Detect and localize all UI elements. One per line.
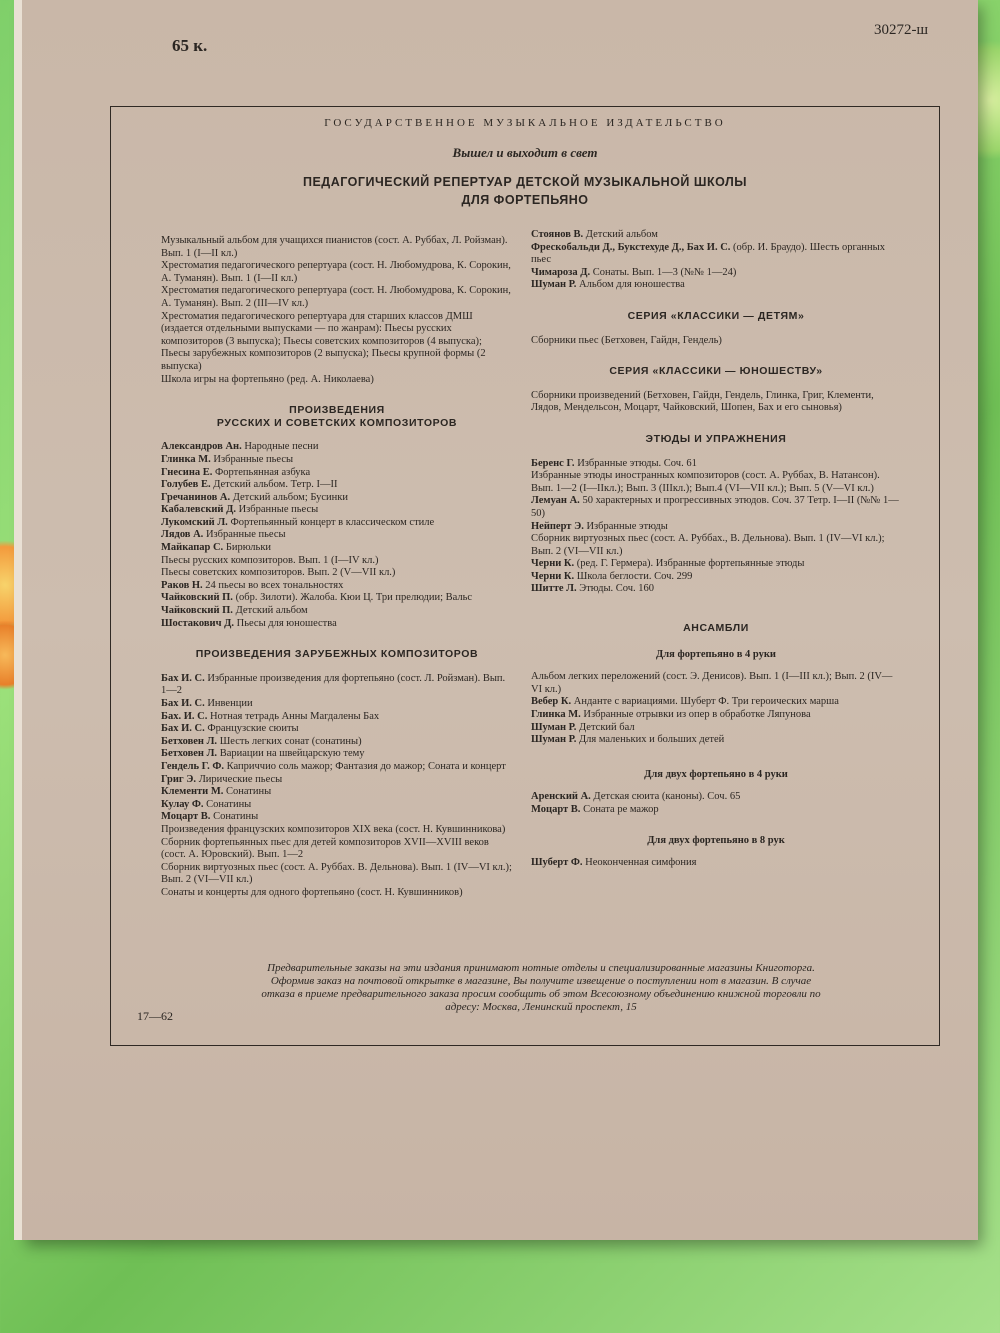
publisher: ГОСУДАРСТВЕННОЕ МУЗЫКАЛЬНОЕ ИЗДАТЕЛЬСТВО <box>324 117 726 129</box>
list-item <box>531 696 901 709</box>
composer-name: Лядов А. <box>161 529 204 541</box>
title-line: ПЕДАГОГИЧЕСКИЙ РЕПЕРТУАР ДЕТСКОЙ МУЗЫКАЛЬНОЙ ШКОЛЫ <box>302 175 748 189</box>
work-title: Сонаты и концерты для одного фортепьяно (сост. Н. Кувшинников) <box>161 886 463 898</box>
list-item <box>161 887 513 900</box>
composer-name: Бах. И. С. <box>161 710 208 722</box>
list-item <box>161 837 513 862</box>
list-item <box>161 492 513 505</box>
list-item <box>161 517 513 530</box>
work-title: Избранные этюды иностранных композиторов (сост. А. Руббах, В. Натансон). Вып. 1—2 (I—IIкл.); Вып. 3 (IIIкл.); Вып.4 (VI—VII кл.); Вып. 5 (V—VI кл.) <box>531 470 880 494</box>
composer-name: Шуман Р. <box>531 734 577 746</box>
four-hands-list <box>531 671 901 747</box>
work-title: Избранные пьесы <box>205 529 286 541</box>
subsection-heading: Для двух фортепьяно в 4 руки <box>644 768 788 780</box>
composer-name: Майкапар С. <box>161 542 224 554</box>
section-heading: АНСАМБЛИ <box>683 622 749 635</box>
work-title: Шесть легких сонат (сонатины) <box>219 735 362 747</box>
work-title: (ред. Г. Гермера). Избранные фортепьянные этюды <box>576 558 805 570</box>
list-item <box>531 804 901 817</box>
list-item <box>161 542 513 555</box>
composer-name: Чайковский П. <box>161 605 233 617</box>
list-item <box>161 862 513 887</box>
work-title: Сборник виртуозных пьес (сост. А. Руббах., В. Дельнова). Вып. 1 (IV—VI кл.); Вып. 2 (VI—VII кл.) <box>531 533 885 557</box>
composer-name: Клементи М. <box>161 786 224 798</box>
list-item <box>531 458 901 471</box>
composer-name: Лукомский Л. <box>161 516 228 528</box>
list-item <box>161 698 513 711</box>
catalog-frame <box>110 106 940 1046</box>
list-item <box>161 711 513 724</box>
work-title: Избранные отрывки из опер в обработке Ляпунова <box>583 709 811 721</box>
composer-name: Гнесина Е. <box>161 466 213 478</box>
work-title: Неоконченная симфония <box>585 857 697 869</box>
work-title: Каприччио соль мажор; Фантазия до мажор; Соната и концерт <box>226 760 506 772</box>
list-item <box>531 722 901 735</box>
composer-name: Бах И. С. <box>161 698 205 709</box>
subsection-heading: Для двух фортепьяно в 8 рук <box>647 834 785 846</box>
left-column <box>161 235 513 900</box>
list-item <box>161 529 513 542</box>
list-item <box>531 470 901 495</box>
work-title: Вариации на швейцарскую тему <box>219 748 365 760</box>
work-title: Пьесы для юношества <box>236 617 337 629</box>
composer-name: Голубев Е. <box>161 479 211 491</box>
work-title: Произведения французских композиторов XIX века (сост. Н. Кувшинникова) <box>161 823 506 835</box>
list-item: Хрестоматия педагогического репертуара (сост. Н. Любомудрова, К. Сорокин, А. Туманян). Вып. 1 (I—II кл.) <box>161 260 511 284</box>
composer-name: Чайковский П. <box>161 592 233 604</box>
list-item <box>161 799 513 812</box>
work-title: Пьесы советских композиторов. Вып. 2 (V—VII кл.) <box>161 567 396 579</box>
work-title: Избранные произведения для фортепьяно (сост. Л. Ройзман). Вып. 1—2 <box>161 672 506 697</box>
list-item <box>161 479 513 492</box>
composer-name: Глинка М. <box>531 709 581 721</box>
title-line: ДЛЯ ФОРТЕПЬЯНО <box>461 193 589 207</box>
list-item <box>161 605 513 618</box>
catalog-page <box>22 0 978 1240</box>
list-item <box>161 467 513 480</box>
list-item: Хрестоматия педагогического репертуара для старших классов ДМШ (издается отдельными выпусками — по жанрам): Пьесы русских композиторов (3 выпуска); Пьесы советских композиторов (4 выпуска); Пьесы зарубежных композиторов (2 выпуска); Пьесы крупной формы (2 выпуска) <box>161 310 486 372</box>
composer-name: Нейперт Э. <box>531 520 584 532</box>
composer-name: Фрескобальди Д., Букстехуде Д., Бах И. С. <box>531 241 731 253</box>
composer-name: Шуман Р. <box>531 279 577 291</box>
russian-composers-list <box>161 441 513 630</box>
work-title: Фортепьянная азбука <box>215 466 311 478</box>
composer-name: Лемуан А. <box>531 495 580 507</box>
work-title: Альбом для юношества <box>579 279 685 291</box>
work-title: Фортепьянный концерт в классическом стиле <box>230 516 435 528</box>
composer-name: Стоянов В. <box>531 229 584 240</box>
top-list <box>531 229 901 292</box>
composer-name: Кабалевский Д. <box>161 504 236 516</box>
list-item: Школа игры на фортепьяно (ред. А. Николаева) <box>161 373 374 385</box>
composer-name: Бах И. С. <box>161 672 205 684</box>
heading-line: РУССКИХ И СОВЕТСКИХ КОМПОЗИТОРОВ <box>216 416 458 429</box>
list-item <box>531 495 901 520</box>
work-title: Сонатины <box>206 798 252 810</box>
list-item: Хрестоматия педагогического репертуара (сост. Н. Любомудрова, К. Сорокин, А. Туманян). Вып. 2 (III—IV кл.) <box>161 285 511 309</box>
work-title: Для маленьких и больших детей <box>579 734 725 746</box>
composer-name: Аренский А. <box>531 791 591 803</box>
composer-name: Раков Н. <box>161 579 203 591</box>
page-title <box>111 173 939 209</box>
list-item <box>161 811 513 824</box>
list-item <box>531 229 901 242</box>
composer-name: Беренс Г. <box>531 457 575 469</box>
list-item <box>161 567 513 580</box>
work-title: Школа беглости. Соч. 299 <box>576 570 693 582</box>
list-item <box>161 748 513 761</box>
work-title: Бирюльки <box>225 542 272 554</box>
list-item <box>161 673 513 698</box>
work-title: Детский альбом. Тетр. I—II <box>213 479 338 491</box>
work-title: Сонатины <box>226 786 272 798</box>
composer-name: Гречанинов А. <box>161 491 231 503</box>
composer-name: Вебер К. <box>531 696 572 708</box>
section-heading: СЕРИЯ «КЛАССИКИ — ЮНОШЕСТВУ» <box>609 365 823 378</box>
work-title: Детский бал <box>579 721 635 733</box>
price: 65 к. <box>172 36 208 55</box>
list-item: Сборники произведений (Бетховен, Гайдн, Гендель, Глинка, Григ, Клементи, Лядов, Мендельсон, Моцарт, Чайковский, Шопен, Бах и его сыновья) <box>531 389 874 414</box>
two-pianos-eight-hands-list <box>531 857 901 870</box>
work-title: Детский альбом <box>585 229 658 240</box>
section-heading: СЕРИЯ «КЛАССИКИ — ДЕТЯМ» <box>627 309 805 322</box>
section-heading <box>161 404 513 429</box>
list-item <box>531 279 901 292</box>
work-title: Лирические пьесы <box>198 773 283 785</box>
composer-name: Шостакович Д. <box>161 617 234 629</box>
composer-name: Гендель Г. Ф. <box>161 760 225 772</box>
work-title: Детская сюита (каноны). Соч. 65 <box>593 791 741 803</box>
list-item <box>161 580 513 593</box>
list-item <box>161 723 513 736</box>
composer-name: Шуман Р. <box>531 721 577 733</box>
work-title: Избранные пьесы <box>238 504 319 516</box>
list-item <box>161 824 513 837</box>
work-title: Детский альбом <box>235 605 308 617</box>
work-title: Инвенции <box>207 698 253 709</box>
list-item <box>531 791 901 804</box>
composer-name: Александров Ан. <box>161 441 242 453</box>
work-title: Избранные пьесы <box>213 453 294 465</box>
right-column <box>531 229 901 870</box>
order-note: Предварительные заказы на эти издания принимают нотные отделы и специализированные магазины Книготорга. Оформив заказ на почтовой открытке в магазине, Вы получите извещение о поступлении нот в магазин. В случае отказа в приеме предварительного заказа просим сообщить об этом Всесоюзному объединению книжной торговли по адресу: Москва, Ленинский проспект, 15 <box>261 962 821 1013</box>
work-title: Сонаты. Вып. 1—3 (№№ 1—24) <box>592 266 737 278</box>
subsection-heading: Для фортепьяно в 4 руки <box>656 648 776 660</box>
list-item <box>161 555 513 568</box>
work-title: Этюды. Соч. 160 <box>579 583 655 595</box>
list-item <box>161 441 513 454</box>
list-item <box>531 558 901 571</box>
catalog-code: 30272-ш <box>873 22 928 38</box>
work-title: Избранные этюды. Соч. 61 <box>577 457 697 469</box>
list-item <box>161 761 513 774</box>
composer-name: Кулау Ф. <box>161 798 204 810</box>
composer-name: Шитте Л. <box>531 583 577 595</box>
list-item <box>531 267 901 280</box>
section-heading: ЭТЮДЫ И УПРАЖНЕНИЯ <box>645 432 787 445</box>
work-title: Детский альбом; Бусинки <box>232 491 348 503</box>
list-item <box>531 857 901 870</box>
work-title: Пьесы русских композиторов. Вып. 1 (I—IV кл.) <box>161 554 379 566</box>
list-item <box>531 242 901 267</box>
work-title: (обр. И. Браудо). Шесть органных пьес <box>531 241 885 266</box>
intro-list <box>161 235 513 386</box>
work-title: Избранные этюды <box>586 520 668 532</box>
list-item: Музыкальный альбом для учащихся пианистов (сост. А. Руббах, Л. Ройзман). Вып. 1 (I—II кл.) <box>161 235 508 259</box>
list-item <box>531 734 901 747</box>
composer-name: Черни К. <box>531 570 575 582</box>
composer-name: Чимароза Д. <box>531 266 591 278</box>
work-title: Анданте с вариациями. Шуберт Ф. Три героических марша <box>573 696 839 708</box>
list-item <box>161 504 513 517</box>
list-item <box>531 709 901 722</box>
list-item <box>161 736 513 749</box>
heading-line: ПРОИЗВЕДЕНИЯ <box>289 404 385 417</box>
composer-name: Бетховен Л. <box>161 748 218 760</box>
list-item <box>531 583 901 596</box>
foreign-composers-list <box>161 673 513 900</box>
list-item <box>531 521 901 534</box>
work-title: Народные песни <box>244 441 319 453</box>
composer-name: Моцарт В. <box>161 811 211 823</box>
page-edge <box>14 0 22 1240</box>
list-item: Сборники пьес (Бетховен, Гайдн, Гендель) <box>531 334 722 346</box>
print-number: 17—62 <box>137 1009 173 1023</box>
list-item <box>161 774 513 787</box>
etudes-list <box>531 458 901 597</box>
work-title: Сборник фортепьянных пьес для детей композиторов XVII—XVIII веков (сост. А. Юровский). Вып. 1—2 <box>161 836 489 861</box>
work-title: Нотная тетрадь Анны Магдалены Бах <box>209 710 380 722</box>
work-title: Соната ре мажор <box>583 804 659 815</box>
list-item <box>531 571 901 584</box>
list-item <box>161 592 513 605</box>
work-title: Сонатины <box>213 811 259 823</box>
work-title: Альбом легких переложений (сост. Э. Денисов). Вып. 1 (I—III кл.); Вып. 2 (IV—VI кл.) <box>531 671 893 695</box>
work-title: Сборник виртуозных пьес (сост. А. Руббах. В. Дельнова). Вып. 1 (IV—VI кл.); Вып. 2 (VI—VII кл.) <box>161 861 512 886</box>
list-item <box>161 454 513 467</box>
two-pianos-four-hands-list <box>531 791 901 816</box>
composer-name: Глинка М. <box>161 453 211 465</box>
composer-name: Бах И. С. <box>161 723 205 735</box>
work-title: 24 пьесы во всех тональностях <box>205 579 344 591</box>
composer-name: Моцарт В. <box>531 804 581 815</box>
composer-name: Бетховен Л. <box>161 735 218 747</box>
list-item <box>161 618 513 631</box>
list-item <box>531 533 901 558</box>
work-title: (обр. Зилоти). Жалоба. Кюи Ц. Три прелюдии; Вальс <box>235 592 473 604</box>
work-title: Французские сюиты <box>207 723 299 735</box>
subtitle: Вышел и выходит в свет <box>452 145 598 160</box>
list-item <box>161 786 513 799</box>
composer-name: Черни К. <box>531 558 575 570</box>
work-title: 50 характерных и прогрессивных этюдов. Соч. 37 Тетр. I—II (№№ 1—50) <box>531 495 899 519</box>
section-heading: ПРОИЗВЕДЕНИЯ ЗАРУБЕЖНЫХ КОМПОЗИТОРОВ <box>195 648 479 661</box>
composer-name: Шуберт Ф. <box>531 857 583 869</box>
composer-name: Григ Э. <box>161 773 197 785</box>
list-item <box>531 671 901 696</box>
